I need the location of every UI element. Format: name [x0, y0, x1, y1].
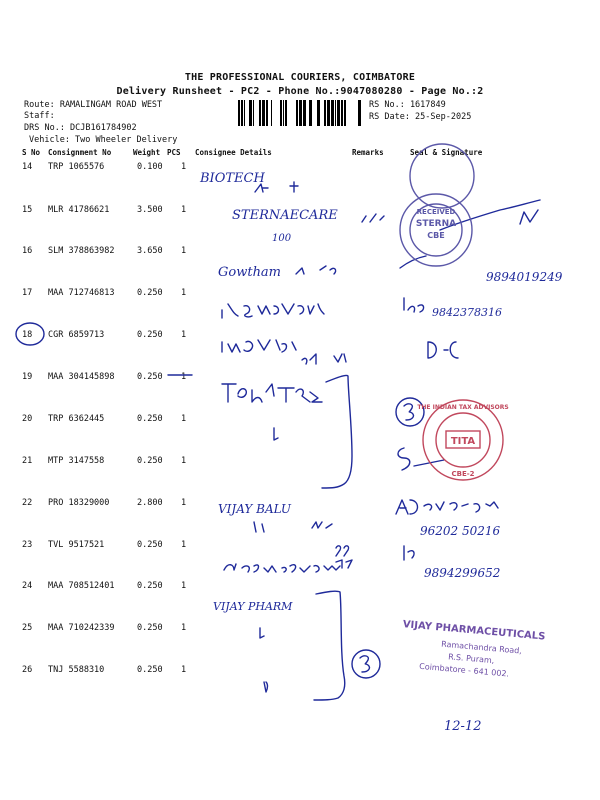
r16-scribble — [296, 266, 336, 274]
r17-handwritten-name — [222, 304, 324, 318]
row-sno: 17 — [22, 288, 33, 298]
row-pcs: 1 — [181, 456, 187, 466]
row-pcs: 1 — [181, 665, 187, 675]
row-sno: 20 — [22, 414, 33, 424]
table-row — [0, 330, 600, 342]
sterna-stamp-city: CBE — [427, 231, 445, 240]
r16-handwritten-name: Gowtham — [218, 265, 282, 280]
footer-handwritten-note: 12-12 — [444, 719, 482, 734]
barcode-bar — [317, 100, 320, 126]
row-consignment: MLR 41786621 — [48, 205, 110, 215]
row-weight: 0.250 — [137, 330, 163, 340]
r20-mark — [274, 428, 278, 440]
row-sno: 24 — [22, 581, 33, 591]
tita-stamp-center: TITA — [450, 436, 476, 447]
table-row — [0, 665, 600, 677]
barcode-bar — [283, 100, 284, 126]
r23-handwritten-phone: 9894299652 — [424, 566, 501, 580]
row-consignment: MAA 304145898 — [48, 372, 115, 382]
row-consignment: TRP 1065576 — [48, 162, 105, 172]
row-pcs: 1 — [181, 330, 187, 340]
table-row — [0, 205, 600, 217]
barcode-bar — [344, 100, 346, 126]
r22-handwritten-name: VIJAY BALU — [218, 502, 292, 516]
barcode-bar — [238, 100, 240, 126]
col-signature: Seal & Signature — [410, 148, 483, 157]
r17-signature — [404, 298, 424, 312]
row-weight: 0.250 — [137, 372, 163, 382]
col-sno: S No — [22, 148, 41, 157]
pharmacy-stamp-name: VIJAY PHARMACEUTICALS — [402, 619, 546, 643]
group-bracket-lower — [314, 591, 345, 700]
row-sno: 15 — [22, 205, 33, 215]
barcode-bar — [309, 100, 312, 126]
barcode-bar — [358, 100, 361, 126]
barcode-bar — [299, 100, 302, 126]
r23-handwritten-name — [224, 564, 340, 572]
group-bracket-upper — [322, 375, 352, 488]
barcode-bar — [296, 100, 298, 126]
tita-stamp-bottom: CBE-2 — [451, 470, 475, 478]
table-row — [0, 162, 600, 174]
row-pcs: 1 — [181, 246, 187, 256]
barcode-bar — [335, 100, 336, 126]
r22-scribble — [254, 522, 332, 532]
row-consignment: TVL 9517521 — [48, 540, 105, 550]
row-sno: 22 — [22, 498, 33, 508]
barcode-bar — [259, 100, 261, 126]
barcode-bar — [266, 100, 268, 126]
row-weight: 3.650 — [137, 246, 163, 256]
table-row — [0, 498, 600, 510]
row-weight: 0.250 — [137, 623, 163, 633]
r24-handwritten-name: VIJAY PHARM — [213, 600, 293, 613]
row-consignment: MTP 3147558 — [48, 456, 105, 466]
row-sno: 26 — [22, 665, 33, 675]
row-sno: 23 — [22, 540, 33, 550]
r18-signature — [428, 342, 458, 358]
row-pcs: 1 — [181, 414, 187, 424]
barcode-bar — [324, 100, 326, 126]
table-row — [0, 540, 600, 552]
pharmacy-stamp-address1: Ramachandra Road, — [440, 639, 523, 656]
barcode-bar — [337, 100, 340, 126]
row-pcs: 1 — [181, 540, 187, 550]
r17-handwritten-phone: 9842378316 — [432, 306, 502, 319]
barcode-bar — [271, 100, 272, 126]
table-row — [0, 288, 600, 300]
row-consignment: CGR 6859713 — [48, 330, 105, 340]
barcode-bar — [280, 100, 282, 126]
barcode — [238, 100, 366, 126]
barcode-bar — [285, 100, 287, 126]
r14-handwritten-name: BIOTECH — [200, 171, 265, 186]
row-pcs: 1 — [181, 205, 187, 215]
barcode-bar — [331, 100, 334, 126]
row-sno: 21 — [22, 456, 33, 466]
r18-scribble — [302, 354, 346, 364]
runsheet-title: Delivery Runsheet - PC2 - Phone No.:9047080280 - Page No.:2 — [116, 86, 484, 97]
table-row — [0, 581, 600, 593]
row-pcs: 1 — [181, 581, 187, 591]
vehicle-label: Vehicle: Two Wheeler Delivery — [29, 135, 178, 145]
row-consignment: TRP 6362445 — [48, 414, 105, 424]
row-weight: 0.100 — [137, 162, 163, 172]
row-weight: 2.800 — [137, 498, 163, 508]
company-title: THE PROFESSIONAL COURIERS, COIMBATORE — [184, 72, 416, 83]
r15-handwritten-name: STERNAECARE — [232, 208, 338, 223]
barcode-bar — [303, 100, 306, 126]
col-consignee: Consignee Details — [195, 148, 272, 157]
barcode-bar — [341, 100, 343, 126]
row-sno: 25 — [22, 623, 33, 633]
staff-label: Staff: — [24, 111, 55, 121]
table-row — [0, 246, 600, 258]
barcode-bar — [249, 100, 252, 126]
row-consignment: TNJ 5588310 — [48, 665, 105, 675]
row-pcs: 1 — [181, 288, 187, 298]
row-pcs: 1 — [181, 623, 187, 633]
row-consignment: MAA 710242339 — [48, 623, 115, 633]
r26-mark — [264, 682, 268, 692]
barcode-bar — [327, 100, 330, 126]
col-weight: Weight — [133, 148, 161, 157]
drs-number: DRS No.: DCJB161784902 — [24, 123, 137, 133]
r19-handwritten-name — [222, 384, 322, 402]
row-weight: 0.250 — [137, 456, 163, 466]
table-row — [0, 456, 600, 468]
tita-stamp-ring: THE INDIAN TAX ADVISORS — [417, 404, 509, 411]
row-weight: 0.250 — [137, 581, 163, 591]
row-sno: 18 — [22, 330, 33, 340]
row-weight: 0.250 — [137, 414, 163, 424]
table-row — [0, 623, 600, 635]
col-pcs: PCS — [167, 148, 181, 157]
col-remarks: Remarks — [352, 148, 384, 157]
row-sno: 16 — [22, 246, 33, 256]
rs-date: RS Date: 25-Sep-2025 — [369, 112, 472, 122]
row-weight: 3.500 — [137, 205, 163, 215]
row-pcs: 1 — [181, 372, 187, 382]
row-sno: 14 — [22, 162, 33, 172]
r15-handwritten-number: 100 — [272, 233, 292, 244]
sterna-stamp-name: STERNA — [415, 219, 457, 229]
r22-handwritten-phone: 96202 50216 — [420, 524, 501, 538]
barcode-bar — [241, 100, 243, 126]
table-row — [0, 372, 600, 384]
row-weight: 0.250 — [137, 288, 163, 298]
col-consignment: Consignment No — [48, 148, 112, 157]
route-label: Route: RAMALINGAM ROAD WEST — [24, 100, 163, 110]
row-consignment: MAA 712746813 — [48, 288, 115, 298]
row-consignment: SLM 378863982 — [48, 246, 115, 256]
row-consignment: MAA 708512401 — [48, 581, 115, 591]
r14-scribble — [255, 182, 298, 192]
sterna-stamp-label: RECEIVED — [416, 208, 456, 216]
row-pcs: 1 — [181, 498, 187, 508]
row-sno: 19 — [22, 372, 33, 382]
row-pcs: 1 — [181, 162, 187, 172]
pharmacy-stamp-address2: R.S. Puram, — [447, 652, 495, 666]
barcode-bar — [244, 100, 245, 126]
row-weight: 0.250 — [137, 665, 163, 675]
row-consignment: PRO 18329000 — [48, 498, 110, 508]
rs-number: RS No.: 1617849 — [369, 100, 446, 110]
r16-handwritten-phone: 9894019249 — [486, 270, 563, 284]
row-weight: 0.250 — [137, 540, 163, 550]
barcode-bar — [262, 100, 265, 126]
pharmacy-stamp-address3: Coimbatore - 641 002. — [418, 661, 510, 679]
barcode-bar — [253, 100, 254, 126]
table-row — [0, 414, 600, 426]
